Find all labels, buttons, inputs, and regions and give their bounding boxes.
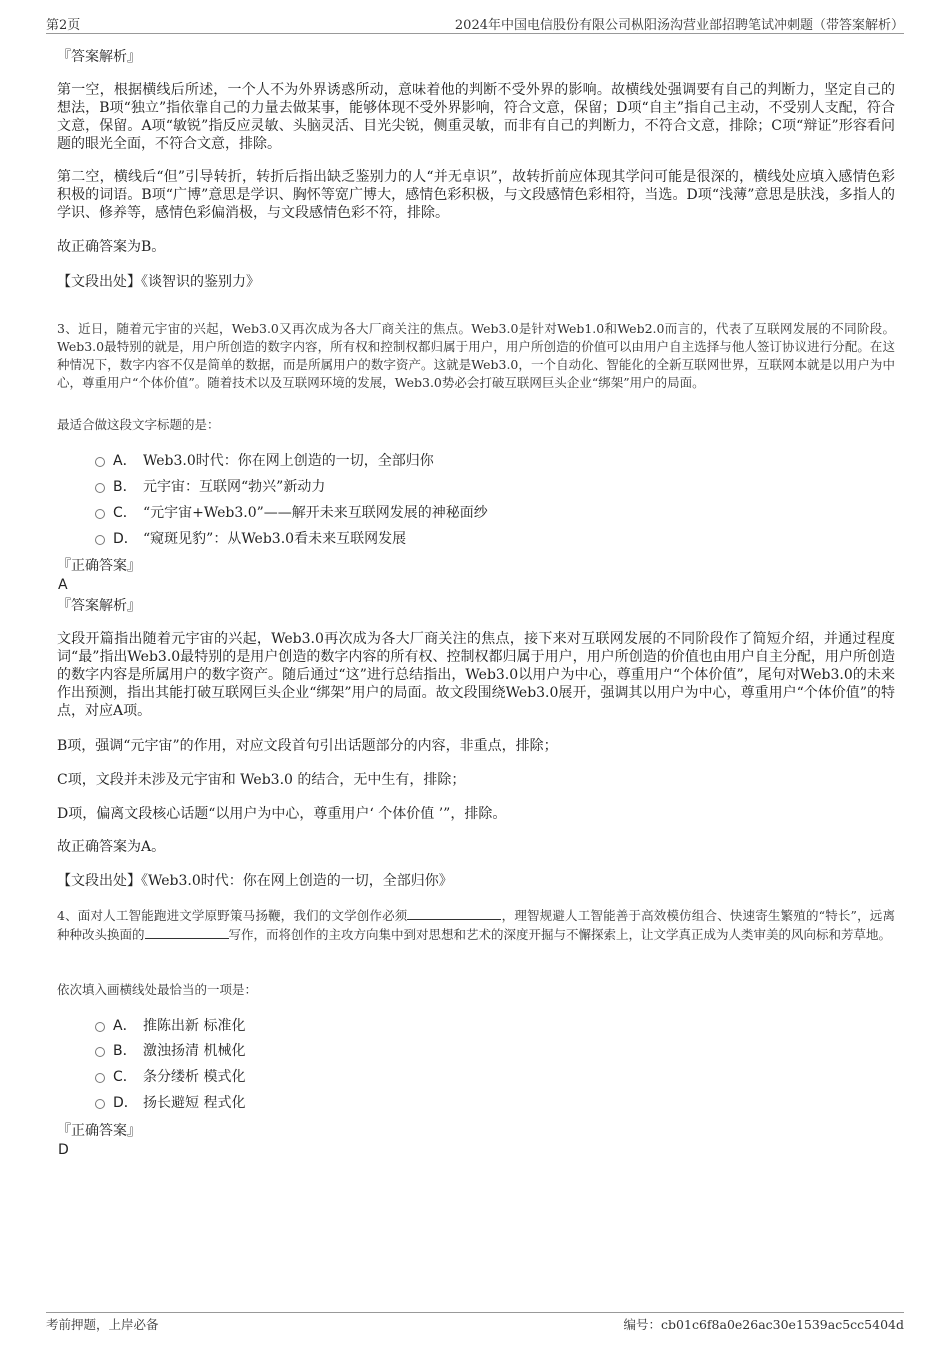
question-3-prompt: 最适合做这段文字标题的是： [57, 417, 220, 432]
page-number: 第2页 [46, 18, 81, 33]
question-3-stem: 3、近日，随着元宇宙的兴起，Web3.0又再次成为各大厂商关注的焦点。Web3.0是针对Web1.0和Web2.0而言的，代表了互联网发展的不同阶段。Web3.0最特别的就是，用户所创造的数字内容，所有权和控制权都归属于用户，用户所创造的价值可以由用户自主选择与他人签订协议进行分配。在这种情况下，数字内容不仅是简单的数据，而是所属用户的数字资产。这就是Web3.0，一个自动化、智能化的全新互联网世界，互联网本就是以用户为中心，尊重用户“个体价值”。随着技术以及互联网环境的发展，Web3.0势必会打破互联网巨头企业“绑架”用户的局面。 [57, 321, 895, 390]
blank-1 [407, 906, 501, 920]
question-3-analysis-1: 文段开篇指出随着元宇宙的兴起，Web3.0再次成为各大厂商关注的焦点，接下来对互联网发展的不同阶段作了简短介绍，并通过程度词“最”指出Web3.0最特别的是用户创造的数字内容的所有权、控制权都归属于用户，用户所创造的价值也由用户自主分配，用户所创造的数字内容是所属用户的数字资产。随后通过“这”进行总结指出，Web3.0以用户为中心，尊重用户“个体价值”，尾句对Web3.0的未来作出预测，指出其能打破互联网巨头企业“绑架”用户的局面。故文段围绕Web3.0展开，强调其以用户为中心，尊重用户“个体价值”的特点，对应A项。 [57, 631, 895, 719]
source: 【文段出处】《谈智识的鉴别力》 [57, 274, 260, 290]
option-label: A． [113, 1018, 137, 1034]
radio-icon[interactable] [95, 509, 105, 519]
stem-text-1: 4、面对人工智能跑进文学原野策马扬鞭，我们的文学创作必须 [57, 908, 408, 923]
option-text: “窥斑见豹”：从Web3.0看未来互联网发展 [143, 531, 407, 547]
question-3-analysis-2: B项，强调“元宇宙”的作用，对应文段首句引出话题部分的内容，非重点，排除； [57, 738, 558, 754]
stem-text-2: ，理智规避人工智能善于高效模仿组合、快速寄生繁殖的“特长”，远离种种改头换面的 [57, 908, 895, 942]
question-3-analysis-3: C项，文段并未涉及元宇宙和 Web3.0 的结合，无中生有，排除； [57, 772, 466, 788]
question-4-option-b[interactable] [95, 1042, 245, 1060]
correct-answer: A [58, 577, 68, 593]
radio-icon[interactable] [95, 1047, 105, 1057]
option-label: A． [113, 453, 137, 469]
document-id: 编号：cb01c6f8a0e26ac30e1539ac5cc5404d [623, 1317, 904, 1332]
footer-slogan: 考前押题，上岸必备 [46, 1317, 159, 1332]
option-text: 元宇宙：互联网“勃兴”新动力 [143, 479, 326, 495]
page-footer [46, 1312, 904, 1333]
option-text: 推陈出新 标准化 [143, 1018, 246, 1034]
option-text: Web3.0时代：你在网上创造的一切，全部归你 [143, 453, 434, 469]
page-header [46, 14, 904, 34]
question-4-option-a[interactable] [95, 1017, 245, 1035]
correct-answer: D [58, 1142, 69, 1158]
question-3-option-d[interactable] [95, 530, 406, 548]
correct-answer-label: 『正确答案』 [57, 558, 141, 574]
option-label: B． [113, 1043, 137, 1059]
question-3-option-b[interactable] [95, 478, 325, 496]
question-4-option-c[interactable] [95, 1068, 245, 1086]
document-title: 2024年中国电信股份有限公司枞阳汤沟营业部招聘笔试冲刺题（带答案解析） [454, 18, 904, 33]
option-label: B． [113, 479, 137, 495]
option-label: C． [113, 1069, 137, 1085]
conclusion: 故正确答案为A。 [57, 839, 166, 855]
analysis-label: 『答案解析』 [57, 598, 141, 614]
blank-2 [145, 925, 229, 939]
question-3-analysis-4: D项，偏离文段核心话题“以用户为中心，尊重用户‘ 个体价值 ’”，排除。 [57, 806, 507, 822]
option-text: “元宇宙+Web3.0”——解开未来互联网发展的神秘面纱 [143, 505, 488, 521]
analysis-paragraph-2: 第二空，横线后“但”引导转折，转折后指出缺乏鉴别力的人“并无卓识”，故转折前应体现其学问可能是很深的，横线处应填入感情色彩积极的词语。B项“广博”意思是学识、胸怀等宽广博大，感情色彩积极，与文段感情色彩相符，当选。D项“浅薄”意思是肤浅，多指人的学识、修养等，感情色彩偏消极，与文段感情色彩不符，排除。 [57, 169, 895, 221]
question-3-option-a[interactable] [95, 452, 434, 470]
radio-icon[interactable] [95, 457, 105, 467]
radio-icon[interactable] [95, 1099, 105, 1109]
option-text: 激浊扬清 机械化 [143, 1043, 246, 1059]
stem-text-3: 写作，而将创作的主攻方向集中到对思想和艺术的深度开掘与不懈探索上，让文学真正成为人类审美的风向标和芳草地。 [228, 927, 892, 942]
question-3-option-c[interactable] [95, 504, 488, 522]
conclusion: 故正确答案为B。 [57, 239, 166, 255]
analysis-paragraph-1: 第一空，根据横线后所述，一个人不为外界诱惑所动，意味着他的判断不受外界的影响。故横线处强调要有自己的判断力，坚定自己的想法，B项“独立”指依靠自己的力量去做某事，能够体现不受外界影响，符合文意，保留；D项“自主”指自己主动，不受别人支配，符合文意，保留。A项“敏锐”指反应灵敏、头脑灵活、目光尖锐，侧重灵敏，而非有自己的判断力，不符合文意，排除；C项“辩证”形容看问题的眼光全面，不符合文意，排除。 [57, 82, 895, 152]
radio-icon[interactable] [95, 1022, 105, 1032]
source: 【文段出处】《Web3.0时代：你在网上创造的一切，全部归你》 [57, 873, 453, 889]
question-4-stem [57, 906, 895, 944]
radio-icon[interactable] [95, 1073, 105, 1083]
question-4-option-d[interactable] [95, 1094, 245, 1112]
correct-answer-label: 『正确答案』 [57, 1123, 141, 1139]
option-text: 条分缕析 模式化 [143, 1069, 246, 1085]
option-label: D． [113, 1095, 138, 1111]
question-4-prompt: 依次填入画横线处最恰当的一项是： [57, 982, 258, 997]
option-label: C． [113, 505, 137, 521]
radio-icon[interactable] [95, 483, 105, 493]
option-text: 扬长避短 程式化 [143, 1095, 246, 1111]
option-label: D． [113, 531, 138, 547]
radio-icon[interactable] [95, 535, 105, 545]
analysis-label: 『答案解析』 [57, 49, 141, 65]
